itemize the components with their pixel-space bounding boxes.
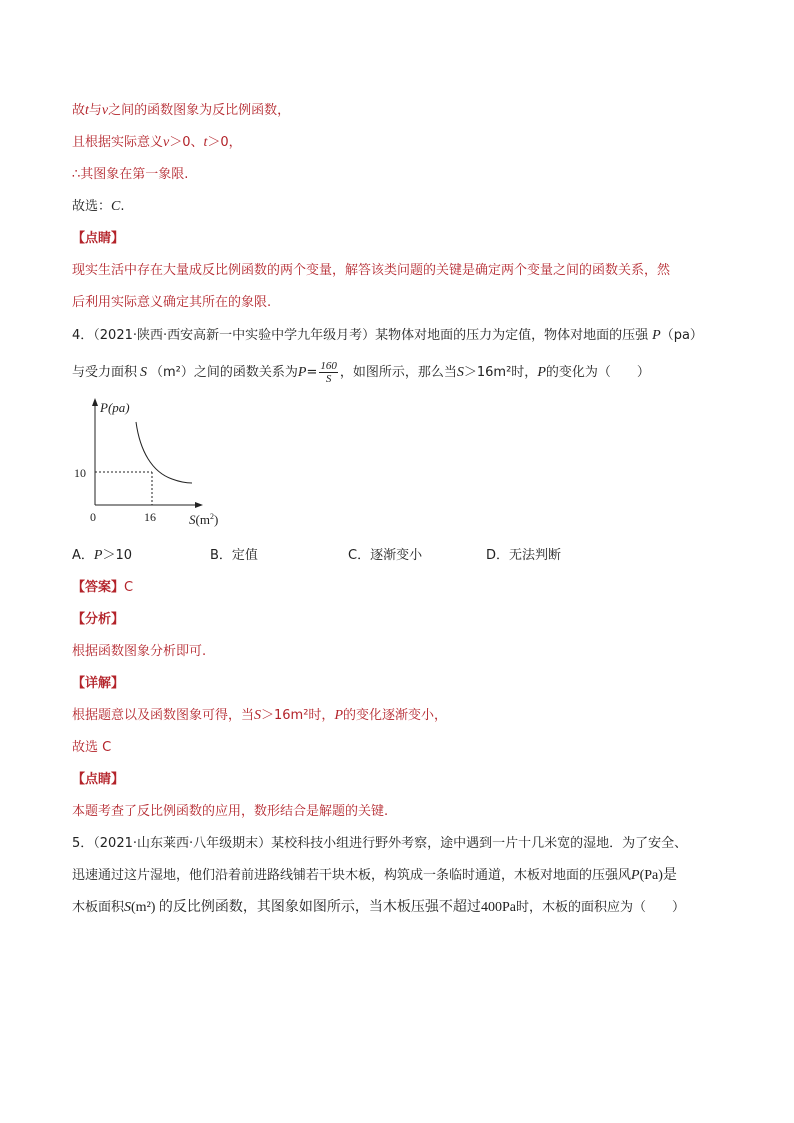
option-a[interactable] — [72, 546, 132, 566]
text: （m²）之间的函数关系为 — [150, 365, 298, 380]
x-axis-label-sup: 2 — [209, 512, 214, 521]
fraction — [319, 360, 338, 385]
text: 木板面积 — [72, 900, 125, 915]
var-s: S — [456, 365, 464, 380]
text: ＞16m²时， — [261, 708, 335, 723]
option-d[interactable]: D．无法判断 — [486, 548, 562, 563]
q4-stem-line-2 — [72, 360, 650, 385]
origin-label: 0 — [90, 510, 96, 524]
answer-letter: C — [111, 199, 121, 214]
text: 4．（2021·陕西·西安高新一中实验中学九年级月考）某物体对地面的压力为定值，物体对地面的压强 — [72, 328, 649, 343]
x-axis-label-var: S — [189, 512, 196, 527]
var-p: P — [537, 365, 546, 380]
section-head-fenxi: 【分析】 — [72, 612, 125, 627]
var-s: S — [254, 708, 262, 723]
solution-line-1 — [72, 101, 290, 121]
var-p: P — [334, 708, 343, 723]
var-s: S — [140, 365, 148, 380]
y-axis-arrow — [92, 398, 98, 406]
var-p: P — [297, 365, 307, 380]
text: ＞0， — [207, 135, 242, 150]
x-axis-arrow — [195, 502, 203, 508]
text: (Pa)是 — [639, 868, 677, 883]
fraction-denominator: S — [325, 373, 332, 385]
var-v: v — [163, 135, 170, 150]
text: 故选： — [72, 199, 112, 214]
pressure-value: 400Pa — [480, 900, 516, 915]
x-axis-label — [189, 512, 218, 527]
text: 且根据实际意义 — [72, 135, 164, 150]
text: 迅速通过这片湿地，他们沿着前进路线铺若干块木板，构筑成一条临时通道，木板对地面的压强风 — [72, 868, 632, 883]
y-tick-label: 10 — [74, 466, 86, 480]
section-head-dianjing: 【点睛】 — [72, 231, 125, 246]
section-head-xiangjie: 【详解】 — [72, 676, 125, 691]
y-axis-label: P(pa) — [100, 400, 130, 415]
equals-sign: = — [306, 365, 318, 380]
var-t: t — [203, 135, 208, 150]
x-axis-label-unit: (m — [195, 512, 210, 527]
text: 的变化为（ ） — [545, 365, 650, 380]
text: 时，木板的面积应为（ ） — [515, 900, 685, 915]
solution-line-2 — [72, 133, 242, 153]
dianjing-line-2: 后利用实际意义确定其所在的象限. — [72, 295, 272, 310]
text: (m²) 的反比例函数，其图象如图所示，当木板压强不超过 — [131, 900, 481, 915]
q4-stem-line-1 — [72, 326, 703, 346]
q5-stem-line-1: 5．（2021·山东莱西·八年级期末）某校科技小组进行野外考察，途中遇到一片十几米宽的湿地．为了安全、 — [72, 836, 688, 851]
answer-value: C — [124, 580, 134, 595]
q5-stem-line-3 — [72, 898, 685, 918]
var-s: S — [124, 900, 132, 915]
option-text: ＞10 — [102, 548, 133, 563]
hyperbola-curve — [136, 422, 192, 483]
option-c[interactable]: C．逐渐变小 — [348, 548, 423, 563]
text: 与受力面积 — [72, 365, 138, 380]
x-tick-label: 16 — [144, 510, 156, 524]
option-label: A． — [72, 548, 94, 563]
var-t: t — [85, 103, 89, 118]
text: 之间的函数图象为反比例函数， — [108, 103, 291, 118]
option-b[interactable]: B．定值 — [210, 548, 258, 563]
section-head-dianjing-q4: 【点睛】 — [72, 772, 125, 787]
var-v: v — [101, 103, 109, 118]
x-axis-label-close: ) — [213, 512, 219, 527]
answer-line — [72, 578, 133, 598]
text: 故 — [72, 103, 86, 118]
var-p: P — [93, 548, 103, 563]
var-p: P — [631, 868, 640, 883]
fenxi-text: 根据函数图象分析即可. — [72, 644, 207, 659]
text: 与 — [88, 103, 102, 118]
xiangjie-line-2: 故选 C — [72, 740, 112, 755]
text: （pa） — [660, 328, 703, 343]
fraction-numerator: 160 — [320, 360, 337, 372]
text: . — [120, 199, 125, 214]
text: ＞0、 — [169, 135, 204, 150]
solution-line-3: ∴其图象在第一象限. — [72, 167, 189, 182]
dianjing-line-1: 现实生活中存在大量成反比例函数的两个变量，解答该类问题的关键是确定两个变量之间的函数关系，然 — [72, 263, 671, 278]
answer-head: 【答案】 — [72, 580, 125, 595]
solution-line-4 — [72, 197, 125, 217]
text: 根据题意以及函数图象可得，当 — [72, 708, 255, 723]
text: ，如图所示，那么当 — [339, 365, 457, 380]
var-p: P — [652, 328, 661, 343]
text: ＞16m²时， — [463, 365, 538, 380]
xiangjie-line-1 — [72, 706, 447, 726]
q5-stem-line-2 — [72, 866, 677, 886]
dianjing-q4-text: 本题考查了反比例函数的应用，数形结合是解题的关键. — [72, 804, 389, 819]
text: 的变化逐渐变小， — [343, 708, 448, 723]
function-graph — [74, 395, 234, 530]
